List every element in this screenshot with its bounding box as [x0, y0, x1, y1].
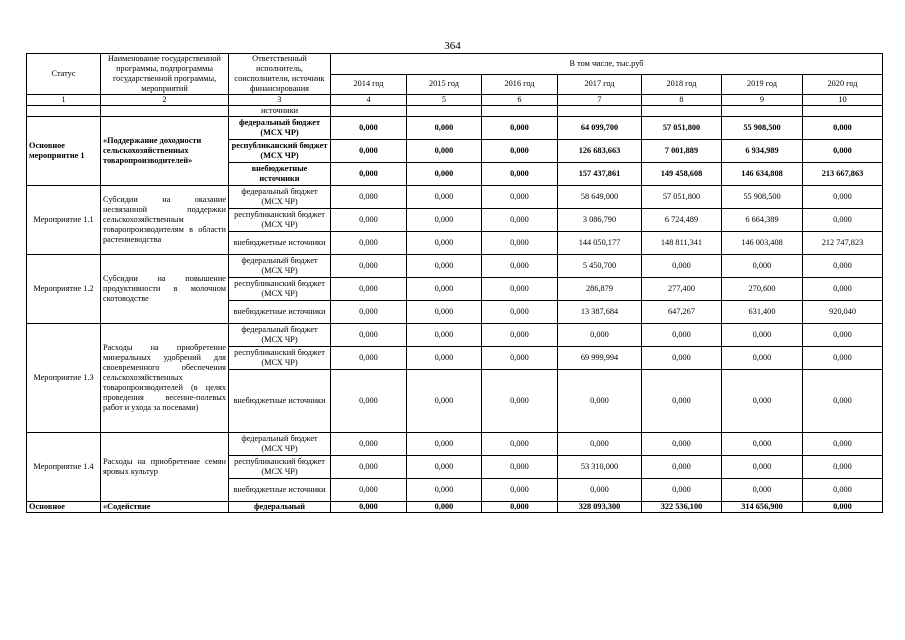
- funding-source-cell: федеральный бюджет (МСХ ЧР): [229, 255, 331, 278]
- value-cell: 0,000: [407, 324, 482, 347]
- value-cell: 0,000: [482, 232, 558, 255]
- empty-cell: [482, 106, 558, 117]
- value-cell: 149 458,608: [642, 163, 722, 186]
- value-cell: 0,000: [803, 370, 883, 433]
- carryover-source: источники: [229, 106, 331, 117]
- value-cell: 0,000: [642, 433, 722, 456]
- program-name-cell: Субсидии на оказание несвязанной поддержки сельскохозяйственным товаропроизводителям в области растениеводства: [101, 186, 229, 255]
- value-cell: 0,000: [331, 301, 407, 324]
- header-year: 2020 год: [803, 74, 883, 95]
- value-cell: 0,000: [722, 433, 803, 456]
- funding-source-cell: республиканский бюджет (МСХ ЧР): [229, 209, 331, 232]
- header-year: 2014 год: [331, 74, 407, 95]
- value-cell: 0,000: [642, 255, 722, 278]
- status-cell: Мероприятие 1.4: [27, 433, 101, 502]
- value-cell: 0,000: [331, 117, 407, 140]
- program-name-cell: «Поддержание доходности сельскохозяйственных товаропроизводителей»: [101, 117, 229, 186]
- funding-source-cell: внебюджетные источники: [229, 370, 331, 433]
- value-cell: 0,000: [558, 324, 642, 347]
- value-cell: 0,000: [482, 140, 558, 163]
- value-cell: 0,000: [331, 433, 407, 456]
- value-cell: 322 536,100: [642, 502, 722, 513]
- value-cell: 0,000: [407, 433, 482, 456]
- funding-source-cell: внебюджетные источники: [229, 232, 331, 255]
- header-executor: Ответственный исполнитель, соисполнители, источник финансирования: [229, 54, 331, 95]
- value-cell: 0,000: [407, 370, 482, 433]
- value-cell: 0,000: [482, 479, 558, 502]
- value-cell: 0,000: [482, 456, 558, 479]
- empty-cell: [407, 106, 482, 117]
- value-cell: 0,000: [331, 255, 407, 278]
- program-name-cell: Расходы на приобретение минеральных удобрений для своевременного обеспечения сельскохозяйственных товаропроизводителей (в целях проведения весенне-полевых работ и ухода за посевами): [101, 324, 229, 433]
- value-cell: 0,000: [331, 278, 407, 301]
- funding-source-cell: внебюджетные источники: [229, 301, 331, 324]
- value-cell: 148 811,341: [642, 232, 722, 255]
- value-cell: 0,000: [331, 209, 407, 232]
- value-cell: 0,000: [482, 255, 558, 278]
- funding-source-cell: республиканский бюджет (МСХ ЧР): [229, 278, 331, 301]
- column-index: 7: [558, 95, 642, 106]
- value-cell: 314 656,900: [722, 502, 803, 513]
- value-cell: 7 001,889: [642, 140, 722, 163]
- value-cell: 55 908,500: [722, 117, 803, 140]
- value-cell: 0,000: [803, 209, 883, 232]
- value-cell: 0,000: [482, 347, 558, 370]
- value-cell: 6 664,389: [722, 209, 803, 232]
- value-cell: 286,879: [558, 278, 642, 301]
- value-cell: 0,000: [407, 502, 482, 513]
- header-year: 2017 год: [558, 74, 642, 95]
- value-cell: 0,000: [331, 163, 407, 186]
- value-cell: 0,000: [407, 140, 482, 163]
- value-cell: 0,000: [642, 456, 722, 479]
- value-cell: 57 051,800: [642, 117, 722, 140]
- value-cell: 0,000: [331, 370, 407, 433]
- value-cell: 126 683,663: [558, 140, 642, 163]
- value-cell: 6 934,989: [722, 140, 803, 163]
- value-cell: 920,040: [803, 301, 883, 324]
- value-cell: 270,600: [722, 278, 803, 301]
- value-cell: 0,000: [642, 370, 722, 433]
- value-cell: 0,000: [407, 255, 482, 278]
- value-cell: 0,000: [482, 117, 558, 140]
- value-cell: 0,000: [482, 163, 558, 186]
- value-cell: 0,000: [482, 324, 558, 347]
- value-cell: 0,000: [407, 347, 482, 370]
- value-cell: 0,000: [331, 232, 407, 255]
- status-cell: Основное: [27, 502, 101, 513]
- status-cell: Мероприятие 1.3: [27, 324, 101, 433]
- empty-cell: [27, 106, 101, 117]
- value-cell: 5 450,700: [558, 255, 642, 278]
- value-cell: 0,000: [722, 370, 803, 433]
- column-index: 4: [331, 95, 407, 106]
- value-cell: 57 051,800: [642, 186, 722, 209]
- value-cell: 0,000: [803, 278, 883, 301]
- value-cell: 0,000: [407, 456, 482, 479]
- funding-source-cell: федеральный бюджет (МСХ ЧР): [229, 117, 331, 140]
- table-row: [27, 117, 883, 140]
- value-cell: 0,000: [482, 370, 558, 433]
- table-row: [27, 255, 883, 278]
- status-cell: Мероприятие 1.2: [27, 255, 101, 324]
- empty-cell: [331, 106, 407, 117]
- value-cell: 0,000: [407, 117, 482, 140]
- column-index: 6: [482, 95, 558, 106]
- value-cell: 647,267: [642, 301, 722, 324]
- value-cell: 0,000: [482, 433, 558, 456]
- value-cell: 0,000: [722, 255, 803, 278]
- value-cell: 0,000: [722, 456, 803, 479]
- value-cell: 277,400: [642, 278, 722, 301]
- value-cell: 213 667,863: [803, 163, 883, 186]
- value-cell: 64 099,700: [558, 117, 642, 140]
- funding-source-cell: внебюджетные источники: [229, 479, 331, 502]
- value-cell: 0,000: [407, 278, 482, 301]
- program-name-cell: «Содействие: [101, 502, 229, 513]
- value-cell: 328 093,300: [558, 502, 642, 513]
- header-year: 2015 год: [407, 74, 482, 95]
- status-cell: Мероприятие 1.1: [27, 186, 101, 255]
- value-cell: 53 310,000: [558, 456, 642, 479]
- funding-source-cell: федеральный: [229, 502, 331, 513]
- value-cell: 157 437,861: [558, 163, 642, 186]
- value-cell: 0,000: [803, 140, 883, 163]
- value-cell: 0,000: [722, 479, 803, 502]
- funding-source-cell: внебюджетные источники: [229, 163, 331, 186]
- value-cell: 0,000: [331, 502, 407, 513]
- value-cell: 0,000: [407, 163, 482, 186]
- value-cell: 0,000: [331, 140, 407, 163]
- value-cell: 0,000: [407, 186, 482, 209]
- value-cell: 0,000: [482, 186, 558, 209]
- column-index: 5: [407, 95, 482, 106]
- value-cell: 0,000: [722, 324, 803, 347]
- program-name-cell: Расходы на приобретение семян яровых культур: [101, 433, 229, 502]
- value-cell: 0,000: [331, 347, 407, 370]
- value-cell: 0,000: [331, 456, 407, 479]
- column-index: 3: [229, 95, 331, 106]
- value-cell: 0,000: [331, 324, 407, 347]
- funding-source-cell: федеральный бюджет (МСХ ЧР): [229, 433, 331, 456]
- value-cell: 0,000: [803, 479, 883, 502]
- funding-source-cell: республиканский бюджет (МСХ ЧР): [229, 140, 331, 163]
- value-cell: 69 999,994: [558, 347, 642, 370]
- value-cell: 3 086,790: [558, 209, 642, 232]
- value-cell: 0,000: [407, 479, 482, 502]
- funding-source-cell: федеральный бюджет (МСХ ЧР): [229, 186, 331, 209]
- empty-cell: [642, 106, 722, 117]
- column-index: 8: [642, 95, 722, 106]
- empty-cell: [558, 106, 642, 117]
- value-cell: 6 724,489: [642, 209, 722, 232]
- value-cell: 0,000: [803, 456, 883, 479]
- funding-source-cell: федеральный бюджет (МСХ ЧР): [229, 324, 331, 347]
- header-status: Статус: [27, 54, 101, 95]
- table-row: [27, 186, 883, 209]
- header-program-name: Наименование государственной программы, подпрограммы государственной программы, мероприятий: [101, 54, 229, 95]
- value-cell: 146 634,808: [722, 163, 803, 186]
- table-row: [27, 433, 883, 456]
- value-cell: 631,400: [722, 301, 803, 324]
- value-cell: 146 003,408: [722, 232, 803, 255]
- status-cell: Основное мероприятие 1: [27, 117, 101, 186]
- header-including: В том числе, тыс.руб: [331, 54, 883, 75]
- value-cell: 0,000: [803, 433, 883, 456]
- empty-cell: [722, 106, 803, 117]
- column-index: 2: [101, 95, 229, 106]
- value-cell: 0,000: [803, 347, 883, 370]
- value-cell: 144 050,177: [558, 232, 642, 255]
- value-cell: 0,000: [482, 209, 558, 232]
- value-cell: 0,000: [642, 324, 722, 347]
- program-name-cell: Субсидии на повышение продуктивности в молочном скотоводстве: [101, 255, 229, 324]
- page-number: 364: [444, 40, 461, 52]
- value-cell: 0,000: [803, 324, 883, 347]
- funding-source-cell: республиканский бюджет (МСХ ЧР): [229, 456, 331, 479]
- value-cell: 0,000: [482, 502, 558, 513]
- empty-cell: [803, 106, 883, 117]
- value-cell: 0,000: [803, 117, 883, 140]
- financing-table: [26, 53, 883, 513]
- value-cell: 0,000: [407, 209, 482, 232]
- value-cell: 0,000: [331, 186, 407, 209]
- value-cell: 0,000: [407, 232, 482, 255]
- value-cell: 0,000: [407, 301, 482, 324]
- column-index: 10: [803, 95, 883, 106]
- empty-cell: [101, 106, 229, 117]
- value-cell: 0,000: [558, 479, 642, 502]
- value-cell: 55 908,500: [722, 186, 803, 209]
- value-cell: 0,000: [722, 347, 803, 370]
- header-year: 2016 год: [482, 74, 558, 95]
- value-cell: 13 387,684: [558, 301, 642, 324]
- value-cell: 0,000: [482, 301, 558, 324]
- header-year: 2018 год: [642, 74, 722, 95]
- value-cell: 0,000: [803, 186, 883, 209]
- column-index: 1: [27, 95, 101, 106]
- table-row: [27, 502, 883, 513]
- value-cell: 0,000: [482, 278, 558, 301]
- value-cell: 212 747,823: [803, 232, 883, 255]
- value-cell: 0,000: [803, 255, 883, 278]
- column-index: 9: [722, 95, 803, 106]
- funding-source-cell: республиканский бюджет (МСХ ЧР): [229, 347, 331, 370]
- table-row: [27, 324, 883, 347]
- value-cell: 0,000: [331, 479, 407, 502]
- value-cell: 0,000: [558, 433, 642, 456]
- value-cell: 0,000: [558, 370, 642, 433]
- header-year: 2019 год: [722, 74, 803, 95]
- value-cell: 0,000: [803, 502, 883, 513]
- value-cell: 58 649,000: [558, 186, 642, 209]
- value-cell: 0,000: [642, 479, 722, 502]
- value-cell: 0,000: [642, 347, 722, 370]
